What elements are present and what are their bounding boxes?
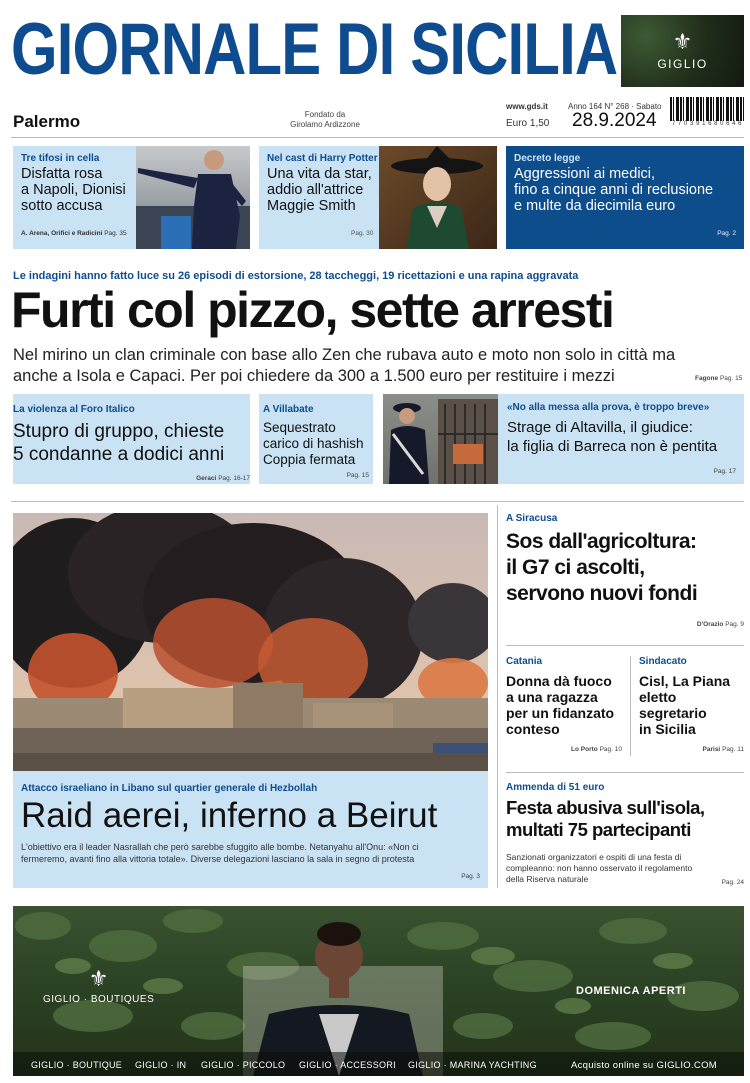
story-kicker: «No alla messa alla prova, è troppo breve» bbox=[507, 402, 710, 413]
lily-logo-icon: ⚜ bbox=[672, 29, 693, 54]
sidebar-divider bbox=[497, 505, 498, 888]
masthead-divider bbox=[11, 137, 744, 138]
lead-page-ref: Fagone Pag. 15 bbox=[695, 375, 743, 382]
story-kicker: Attacco israeliano in Libano sul quartier generale di Hezbollah bbox=[21, 783, 318, 794]
sidebar-rule bbox=[506, 645, 744, 646]
price: Euro 1,50 bbox=[506, 118, 550, 129]
story-headline: Donna dà fuoco a una ragazza per un fidanzato conteso bbox=[506, 673, 615, 737]
teaser-credit: A. Arena, Orifici e Radicini Pag. 35 bbox=[21, 230, 127, 237]
story-headline: Festa abusiva sull'isola, multati 75 partecipanti bbox=[506, 797, 705, 840]
teaser-maggie-smith[interactable] bbox=[259, 146, 497, 249]
ad-open-sunday: DOMENICA APERTI bbox=[576, 985, 686, 997]
teaser-page: Pag. 30 bbox=[351, 230, 374, 237]
story-headline: Strage di Altavilla, il giudice: la figlia di Barreca non è pentita bbox=[507, 419, 718, 455]
coach-photo bbox=[136, 146, 250, 249]
ad-link-accessori[interactable]: GIGLIO · ACCESSORI bbox=[299, 1060, 396, 1070]
issue-date: 28.9.2024 bbox=[572, 110, 657, 131]
teaser-headline: Disfatta rosa a Napoli, Dionisi sotto accusa bbox=[21, 166, 126, 214]
story-page-ref: Pag. 3 bbox=[461, 873, 480, 880]
lead-kicker: Le indagini hanno fatto luce su 26 episodi di estorsione, 28 taccheggi, 19 ricettazioni e una rapina aggravata bbox=[13, 270, 579, 282]
barcode-number: 7 7 0 3 9 1 6 8 0 6 4 6 bbox=[672, 121, 742, 127]
lily-logo-icon: ⚜ bbox=[88, 966, 109, 991]
beirut-smoke-photo bbox=[13, 513, 488, 771]
story-headline: Sos dall'agricoltura: il G7 ci ascolti, servono nuovi fondi bbox=[506, 530, 698, 605]
teaser-kicker: Tre tifosi in cella bbox=[21, 153, 100, 164]
ad-link-boutique[interactable]: GIGLIO · BOUTIQUE bbox=[31, 1060, 123, 1070]
story-kicker: A Villabate bbox=[263, 404, 314, 415]
story-siracusa[interactable] bbox=[506, 513, 744, 633]
founded-note: Fondato da Girolamo Ardizzone bbox=[290, 110, 360, 129]
actress-photo bbox=[379, 146, 497, 249]
sidebar-divider bbox=[630, 656, 631, 756]
bottom-advertisement[interactable] bbox=[13, 906, 744, 1076]
story-headline: Cisl, La Piana eletto segretario in Sicilia bbox=[639, 673, 731, 737]
lead-deck: Nel mirino un clan criminale con base allo Zen che rubava auto e moto non solo in città ma anche a Isola e Capaci. Per poi chiedere da 300 a 1.500 euro per restituire i mezzi bbox=[13, 346, 676, 385]
barcode bbox=[670, 97, 744, 129]
story-body: L'obiettivo era il leader Nasrallah che però sarebbe sfuggito alle bombe. Netanyahu all'Onu: «Non ci fermeremo, avanti fino alla vittoria totale». Diverse delegazioni lasciano la sala in segno di protesta bbox=[21, 842, 419, 864]
story-catania[interactable] bbox=[506, 656, 622, 756]
section-divider bbox=[11, 501, 744, 502]
story-villabate[interactable] bbox=[259, 394, 373, 484]
story-kicker: Sindacato bbox=[639, 656, 687, 667]
barcode-bars bbox=[670, 97, 744, 121]
teaser-medici[interactable] bbox=[506, 146, 744, 249]
story-page-ref: D'Orazio Pag. 9 bbox=[696, 621, 744, 628]
story-sindacato[interactable] bbox=[639, 656, 744, 756]
lead-headline[interactable]: Furti col pizzo, sette arresti bbox=[11, 282, 614, 338]
story-headline: Raid aerei, inferno a Beirut bbox=[21, 796, 438, 835]
teaser-page: Pag. 2 bbox=[717, 230, 736, 237]
teaser-kicker: Decreto legge bbox=[514, 153, 581, 164]
story-page-ref: Parisi Pag. 11 bbox=[702, 746, 744, 753]
story-page-ref: Lo Porto Pag. 10 bbox=[571, 746, 622, 753]
teaser-napoli[interactable] bbox=[13, 146, 250, 249]
story-body: Sanzionati organizzatori e ospiti di una festa di compleanno: non hanno osservato il regolamento della Riserva naturale bbox=[506, 852, 693, 884]
story-page-ref: Pag. 15 bbox=[346, 472, 369, 479]
story-foro-italico[interactable] bbox=[13, 394, 250, 484]
website-link[interactable]: www.gds.it bbox=[506, 102, 548, 111]
ad-footer bbox=[13, 1052, 744, 1076]
ad-logo bbox=[43, 968, 154, 1005]
story-page-ref: Pag. 17 bbox=[713, 468, 736, 475]
ad-link-marina-yachting[interactable]: GIGLIO · MARINA YACHTING bbox=[408, 1060, 537, 1070]
top-advertisement[interactable] bbox=[621, 15, 744, 87]
story-kicker: La violenza al Foro Italico bbox=[13, 404, 135, 415]
story-kicker: Ammenda di 51 euro bbox=[506, 782, 605, 793]
story-headline: Stupro di gruppo, chieste 5 condanne a dodici anni bbox=[13, 421, 225, 465]
ad-brand: GIGLIO bbox=[657, 57, 708, 71]
ad-link-in[interactable]: GIGLIO · IN bbox=[135, 1060, 187, 1070]
story-page-ref: Geraci Pag. 16-17 bbox=[196, 475, 250, 482]
teaser-headline: Aggressioni ai medici, fino a cinque anni di reclusione e multe da diecimila euro bbox=[514, 166, 714, 214]
masthead-title: GIORNALE DI SICILIA bbox=[11, 9, 618, 90]
issue-info: Anno 164 N° 268 · Sabato bbox=[568, 102, 662, 111]
story-page-ref: Pag. 24 bbox=[721, 879, 744, 886]
story-headline: Sequestrato carico di hashish Coppia fermata bbox=[263, 420, 364, 467]
ad-logo-text: GIGLIO · BOUTIQUES bbox=[43, 994, 155, 1005]
teaser-kicker: Nel cast di Harry Potter bbox=[267, 153, 378, 164]
ad-link-piccolo[interactable]: GIGLIO · PICCOLO bbox=[201, 1060, 286, 1070]
story-altavilla[interactable] bbox=[383, 394, 744, 484]
story-festa-abusiva[interactable] bbox=[506, 782, 744, 888]
carabiniere-photo bbox=[383, 394, 498, 484]
edition-city: Palermo bbox=[13, 112, 81, 131]
teaser-headline: Una vita da star, addio all'attrice Maggie Smith bbox=[267, 166, 372, 214]
sidebar-rule bbox=[506, 772, 744, 773]
story-kicker: A Siracusa bbox=[506, 513, 558, 524]
story-kicker: Catania bbox=[506, 656, 543, 667]
ad-link-online[interactable]: Acquisto online su GIGLIO.COM bbox=[571, 1060, 717, 1071]
